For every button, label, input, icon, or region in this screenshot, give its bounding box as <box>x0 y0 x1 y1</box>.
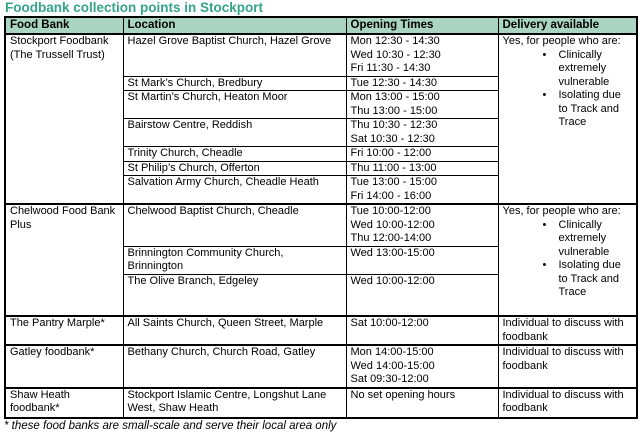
opening-time-line: No set opening hours <box>350 388 456 401</box>
location-cell: St Mark’s Church, Bredbury <box>123 76 346 91</box>
location-cell: Trinity Church, Cheadle <box>123 147 346 162</box>
location-cell: Bethany Church, Church Road, Gatley <box>123 345 346 388</box>
delivery-bullet-list <box>503 219 633 300</box>
table-row <box>5 34 637 76</box>
delivery-intro: Yes, for people who are: <box>502 205 621 217</box>
opening-time-line: Sat 09:30-12:00 <box>350 373 429 385</box>
delivery-bullet: • Clinically extremely vulnerable <box>559 219 633 260</box>
food-bank-cell: The Pantry Marple* <box>5 316 123 345</box>
location-cell: All Saints Church, Queen Street, Marple <box>123 316 346 345</box>
location-cell: St Philip’s Church, Offerton <box>123 161 346 176</box>
opening-time-line: Tue 10:00-12:00 <box>350 205 431 217</box>
food-bank-cell: Stockport Foodbank (The Trussell Trust) <box>5 34 123 204</box>
table-row <box>5 204 637 246</box>
opening-time-line: Tue 13:00 - 15:00 <box>350 176 437 188</box>
table-row <box>5 345 637 388</box>
delivery-intro: Yes, for people who are: <box>502 35 621 47</box>
location-cell: Salvation Army Church, Cheadle Heath <box>123 176 346 205</box>
column-header-1: Location <box>123 17 346 34</box>
opening-times-cell <box>346 345 498 388</box>
opening-times-cell <box>346 91 498 119</box>
opening-time-line: Sat 10:00-12:00 <box>350 317 429 329</box>
opening-time-line: Mon 14:00-15:00 <box>350 346 434 358</box>
opening-times-cell <box>346 246 498 274</box>
opening-time-line: Wed 14:00-15:00 <box>350 359 435 372</box>
opening-time-line: Mon 12:30 - 14:30 <box>350 35 440 47</box>
opening-times-cell <box>346 161 498 176</box>
location-cell: Stockport Islamic Centre, Longshut Lane West, Shaw Heath <box>123 388 346 418</box>
delivery-bullet: • Isolating due to Track and Trace <box>559 89 633 130</box>
page-title: Foodbank collection points in Stockport <box>5 0 264 15</box>
foodbank-table <box>4 16 638 419</box>
opening-times-cell <box>346 316 498 345</box>
food-bank-cell: Shaw Heath foodbank* <box>5 388 123 418</box>
location-cell: The Olive Branch, Edgeley <box>123 274 346 316</box>
delivery-cell: Individual to discuss with foodbank <box>498 345 637 388</box>
delivery-cell <box>498 34 637 204</box>
header-row <box>5 17 637 34</box>
column-header-0: Food Bank <box>5 17 123 34</box>
delivery-bullet: • Clinically extremely vulnerable <box>559 49 633 90</box>
table-footnote: * these food banks are small-scale and serve their local area only <box>4 419 337 432</box>
location-cell: Hazel Grove Baptist Church, Hazel Grove <box>123 34 346 76</box>
column-header-3: Delivery available <box>498 17 637 34</box>
opening-time-line: Thu 13:00 - 15:00 <box>350 104 438 117</box>
opening-time-line: Mon 13:00 - 15:00 <box>350 91 440 103</box>
table-header <box>5 17 637 34</box>
opening-times-cell <box>346 119 498 147</box>
opening-times-cell <box>346 176 498 205</box>
location-cell: Brinnington Community Church, Brinnington <box>123 246 346 274</box>
location-cell: Bairstow Centre, Reddish <box>123 119 346 147</box>
opening-times-cell <box>346 147 498 162</box>
delivery-cell: Individual to discuss with foodbank <box>498 388 637 418</box>
delivery-cell <box>498 204 637 316</box>
opening-times-cell <box>346 76 498 91</box>
opening-time-line: Sat 10:30 - 12:30 <box>350 132 435 145</box>
opening-time-line: Wed 10:00-12:00 <box>350 274 435 287</box>
opening-time-line: Wed 10:00-12:00 <box>350 218 435 231</box>
opening-time-line: Wed 10:30 - 12:30 <box>350 48 441 61</box>
opening-times-cell <box>346 388 498 418</box>
opening-time-line: Tue 12:30 - 14:30 <box>350 76 437 89</box>
opening-time-line: Fri 14:00 - 16:00 <box>350 189 432 202</box>
location-cell: Chelwood Baptist Church, Cheadle <box>123 204 346 246</box>
opening-time-line: Fri 11:30 - 14:30 <box>350 62 431 74</box>
food-bank-cell: Gatley foodbank* <box>5 345 123 388</box>
table-row <box>5 388 637 418</box>
delivery-bullet: • Isolating due to Track and Trace <box>559 259 633 300</box>
delivery-cell: Individual to discuss with foodbank <box>498 316 637 345</box>
opening-times-cell <box>346 34 498 76</box>
delivery-bullet-list <box>503 49 633 130</box>
opening-time-line: Thu 11:00 - 13:00 <box>350 161 437 174</box>
opening-time-line: Thu 10:30 - 12:30 <box>350 119 438 131</box>
opening-times-cell <box>346 204 498 246</box>
opening-time-line: Wed 13:00-15:00 <box>350 246 435 259</box>
table-row <box>5 316 637 345</box>
opening-times-cell <box>346 274 498 316</box>
food-bank-cell: Chelwood Food Bank Plus <box>5 204 123 316</box>
location-cell: St Martin’s Church, Heaton Moor <box>123 91 346 119</box>
column-header-2: Opening Times <box>346 17 498 34</box>
opening-time-line: Fri 10:00 - 12:00 <box>350 147 432 159</box>
opening-time-line: Thu 12:00-14:00 <box>350 232 432 244</box>
